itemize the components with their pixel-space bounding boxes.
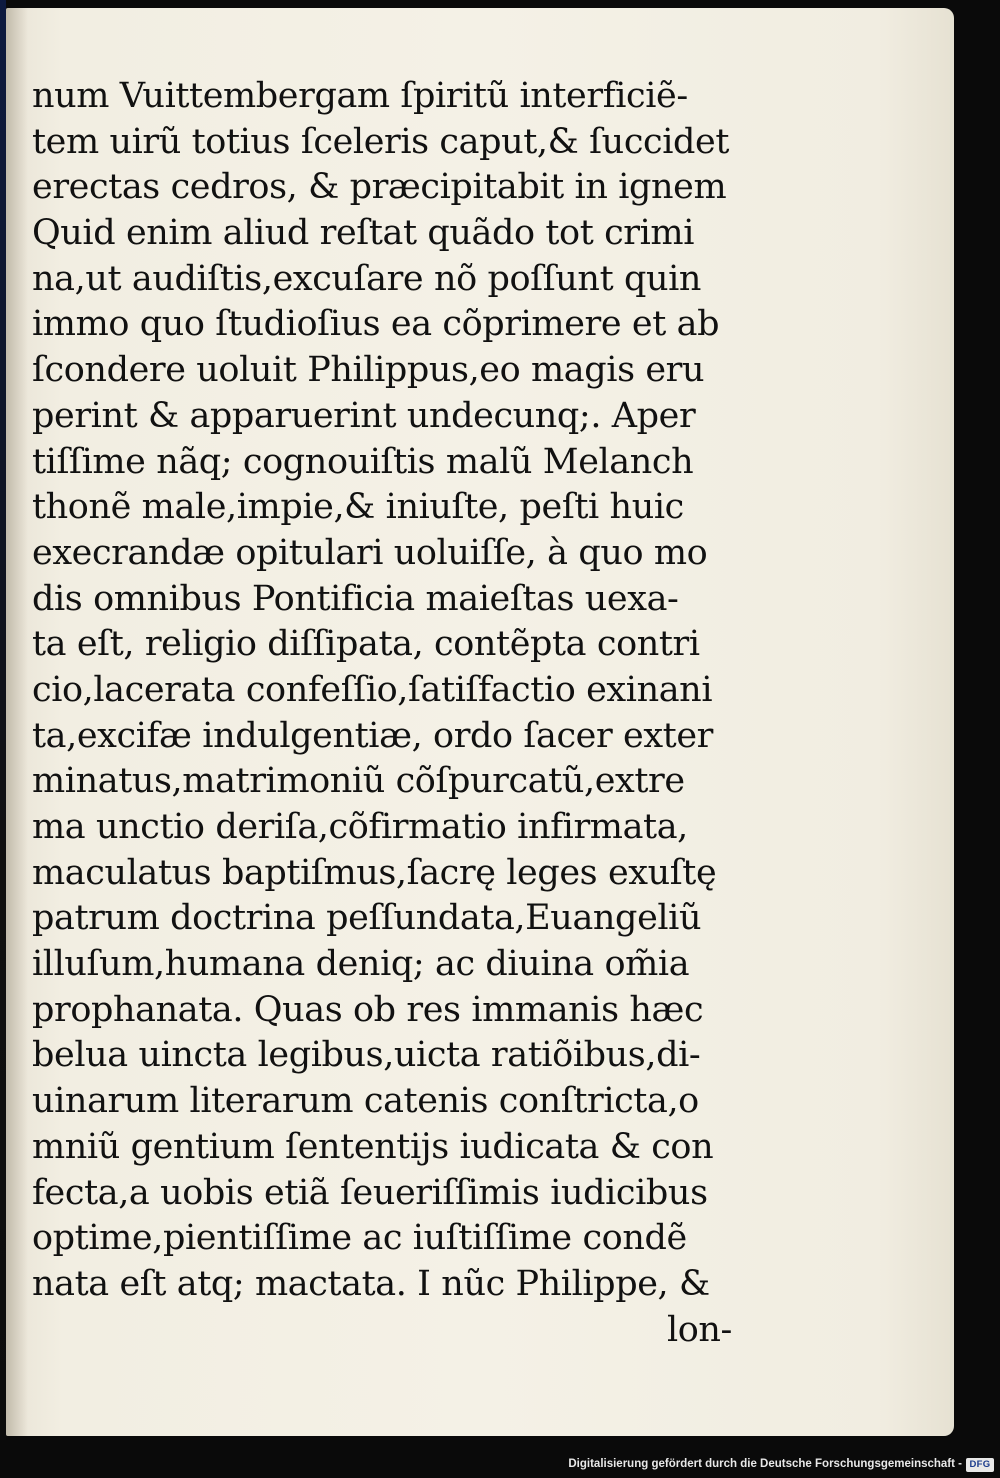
dfg-logo: DFG: [966, 1458, 994, 1472]
text-line: patrum doctrina peſſundata,Euangeliũ: [32, 898, 702, 939]
text-line: na,ut audiſtis,excuſare nõ poſſunt quin: [32, 258, 702, 299]
text-line: thonẽ male,impie,& iniuſte, peſti huic: [32, 487, 684, 528]
text-line: belua uincta legibus,uicta ratiõibus,di-: [32, 1035, 701, 1076]
text-line: mniũ gentium ſententijs iudicata & con: [32, 1126, 714, 1167]
text-line: execrandæ opitulari uoluiſſe, à quo mo: [32, 532, 708, 573]
text-block: [32, 74, 732, 1353]
text-line: perint & apparuerint undecunq;. Aper: [32, 395, 696, 436]
text-line: minatus,matrimoniũ cõſpurcatũ,extre: [32, 761, 685, 802]
book-page: [6, 8, 954, 1436]
text-line: cio,lacerata confeſſio,ſatiſfactio exinani: [32, 669, 713, 710]
text-line: nata eſt atq; mactata. I nũc Philippe, &: [32, 1263, 710, 1304]
text-line: ma unctio deriſa,cõfirmatio infirmata,: [32, 807, 688, 847]
text-line: tiſſime nãq; cognouiſtis malũ Melanch: [32, 441, 694, 482]
digitization-footer: [0, 1456, 1000, 1478]
text-line: immo quo ſtudioſius ea cõprimere et ab: [32, 304, 720, 345]
catchword: lon-: [666, 1309, 732, 1350]
text-line: ta,excifæ indulgentiæ, ordo ſacer exter: [32, 715, 713, 756]
text-line: dis omnibus Pontificia maieſtas uexa-: [32, 578, 679, 619]
text-line: fecta,a uobis etiã ſeueriſſimis iudicibus: [32, 1172, 708, 1213]
text-line: maculatus baptiſmus,ſacrę leges exuſtę: [32, 852, 717, 893]
text-line: illuſum,humana deniq; ac diuina om̃ia: [32, 944, 690, 985]
text-line: optime,pientiſſime ac iuſtiſſime condẽ: [32, 1218, 687, 1259]
funding-credit: Digitalisierung gefördert durch die Deutsche Forschungsgemeinschaft -: [568, 1458, 962, 1470]
text-line: ſcondere uoluit Philippus,eo magis eru: [32, 350, 705, 391]
text-line: num Vuittembergam ſpiritũ interficiẽ-: [32, 76, 688, 116]
text-line: prophanata. Quas ob res immanis hæc: [32, 989, 704, 1030]
text-line: uinarum literarum catenis conſtricta,o: [32, 1081, 699, 1122]
text-line: ta eſt, religio diſſipata, contẽpta contri: [32, 624, 700, 665]
text-line: Quid enim aliud reſtat quãdo tot crimi: [32, 213, 695, 254]
text-line: erectas cedros, & præcipitabit in ignem: [32, 167, 727, 208]
text-line: tem uirũ totius ſceleris caput,& ſuccidet: [32, 121, 729, 162]
